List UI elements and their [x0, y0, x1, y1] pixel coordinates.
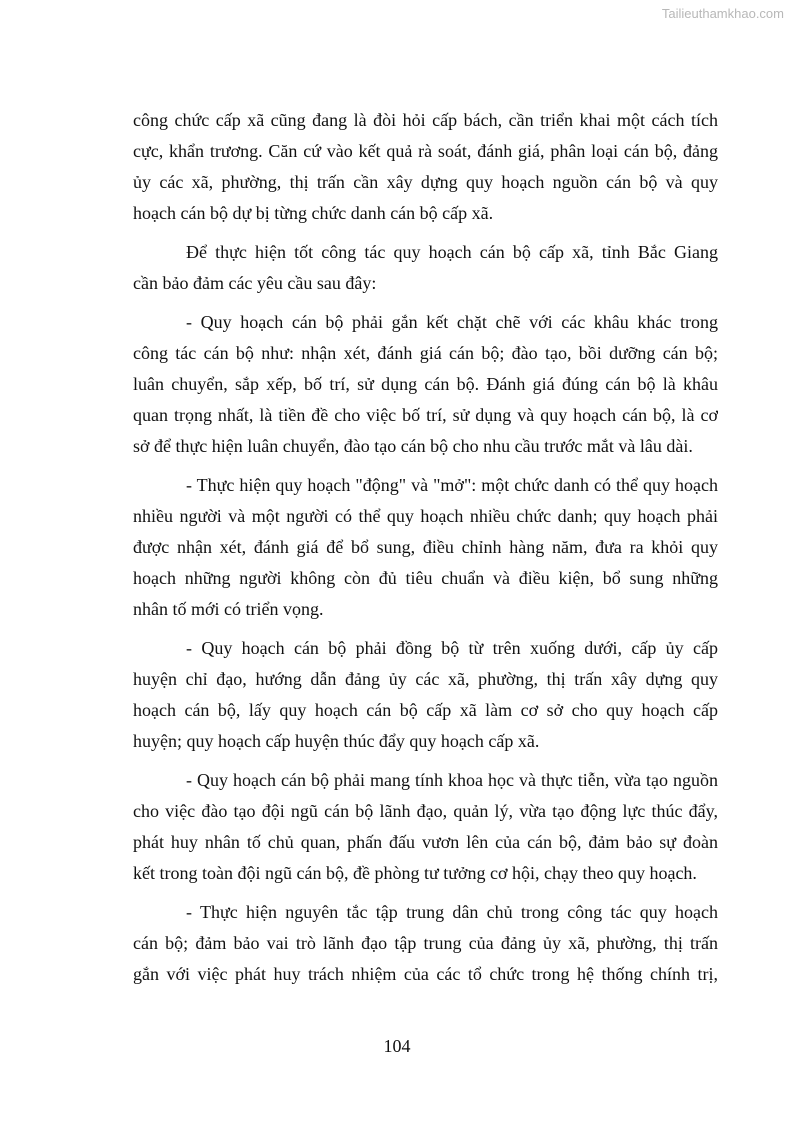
paragraph	[133, 105, 718, 229]
page-number: 104	[383, 1036, 411, 1056]
text-line: nhiều người và một người có thể quy hoạch nhiều chức danh; quy hoạch phải	[133, 506, 718, 526]
watermark: Tailieuthamkhao.com	[661, 6, 784, 21]
text-line: được nhận xét, đánh giá để bổ sung, điều chỉnh hàng năm, đưa ra khỏi quy	[133, 537, 718, 557]
text-line: quan trọng nhất, là tiền đề cho việc bố trí, sử dụng và quy hoạch cán bộ, là cơ	[133, 405, 718, 425]
paragraph	[133, 765, 718, 889]
text-line: - Quy hoạch cán bộ phải đồng bộ từ trên xuống dưới, cấp ủy cấp	[186, 638, 718, 658]
text-line: hoạch những người không còn đủ tiêu chuẩn và điều kiện, bổ sung những	[133, 568, 718, 588]
paragraph	[133, 633, 718, 757]
text-line: phát huy nhân tố chủ quan, phấn đấu vươn lên của cán bộ, đảm bảo sự đoàn	[133, 832, 718, 852]
text-line: cho việc đào tạo đội ngũ cán bộ lãnh đạo, quản lý, vừa tạo động lực thúc đẩy,	[133, 801, 718, 821]
paragraph	[133, 237, 718, 299]
text-line: kết trong toàn đội ngũ cán bộ, đề phòng tư tưởng cơ hội, chạy theo quy hoạch.	[133, 863, 697, 883]
text-line: công chức cấp xã cũng đang là đòi hỏi cấp bách, cần triển khai một cách tích	[133, 110, 718, 130]
paragraph	[133, 307, 718, 462]
text-line: cực, khẩn trương. Căn cứ vào kết quả rà soát, đánh giá, phân loại cán bộ, đảng	[133, 141, 718, 161]
document-body	[133, 105, 718, 998]
text-line: - Thực hiện nguyên tắc tập trung dân chủ trong công tác quy hoạch	[186, 902, 718, 922]
text-line: gắn với việc phát huy trách nhiệm của các tổ chức trong hệ thống chính trị,	[133, 964, 718, 984]
text-line: - Quy hoạch cán bộ phải gắn kết chặt chẽ với các khâu khác trong	[186, 312, 718, 332]
text-line: hoạch cán bộ, lấy quy hoạch cán bộ cấp xã làm cơ sở cho quy hoạch cấp	[133, 700, 718, 720]
text-line: ủy các xã, phường, thị trấn cần xây dựng quy hoạch nguồn cán bộ và quy	[133, 172, 718, 192]
text-line: công tác cán bộ như: nhận xét, đánh giá cán bộ; đào tạo, bồi dưỡng cán bộ;	[133, 343, 718, 363]
text-line: huyện chỉ đạo, hướng dẫn đảng ủy các xã, phường, thị trấn xây dựng quy	[133, 669, 718, 689]
text-line: cán bộ; đảm bảo vai trò lãnh đạo tập trung của đảng ủy xã, phường, thị trấn	[133, 933, 718, 953]
text-line: - Thực hiện quy hoạch "động" và "mở": một chức danh có thể quy hoạch	[186, 475, 718, 495]
text-line: - Quy hoạch cán bộ phải mang tính khoa học và thực tiễn, vừa tạo nguồn	[186, 770, 718, 790]
text-line: Để thực hiện tốt công tác quy hoạch cán bộ cấp xã, tỉnh Bắc Giang	[186, 242, 718, 262]
text-line: hoạch cán bộ dự bị từng chức danh cán bộ cấp xã.	[133, 203, 494, 223]
text-line: huyện; quy hoạch cấp huyện thúc đẩy quy hoạch cấp xã.	[133, 731, 540, 751]
text-line: luân chuyển, sắp xếp, bố trí, sử dụng cán bộ. Đánh giá đúng cán bộ là khâu	[133, 374, 718, 394]
paragraph	[133, 897, 718, 990]
text-line: sở để thực hiện luân chuyển, đào tạo cán bộ cho nhu cầu trước mắt và lâu dài.	[133, 436, 693, 456]
paragraph	[133, 470, 718, 625]
text-line: nhân tố mới có triển vọng.	[133, 599, 324, 619]
text-line: cần bảo đảm các yêu cầu sau đây:	[133, 273, 377, 293]
